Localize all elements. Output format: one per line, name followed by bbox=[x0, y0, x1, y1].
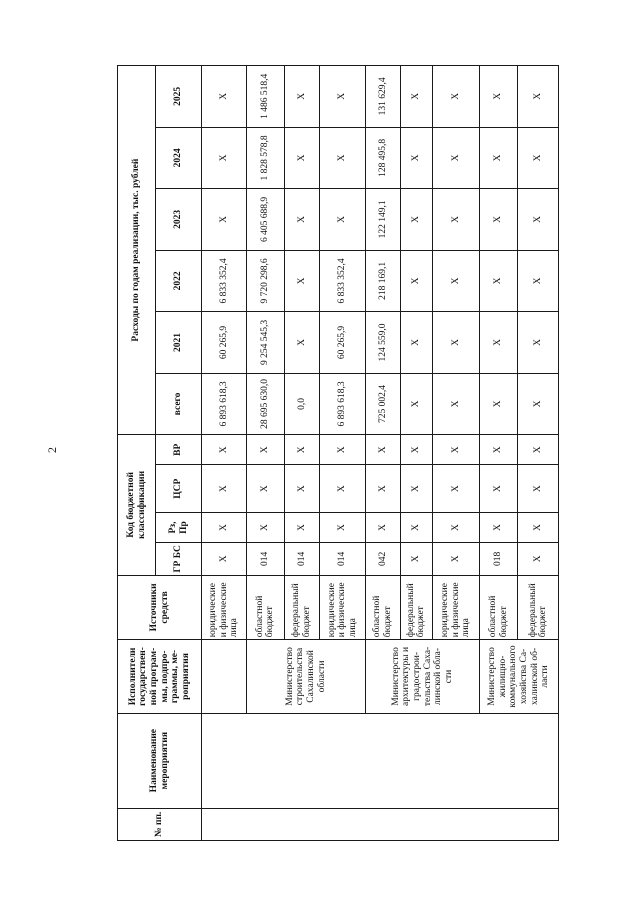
header-csr: ЦСР bbox=[156, 465, 202, 512]
cell-csr: X bbox=[246, 465, 285, 512]
cell-2021: X bbox=[285, 312, 319, 374]
cell-total: 6 893 618,3 bbox=[202, 373, 247, 435]
cell-total: X bbox=[433, 373, 480, 435]
cell-vr: X bbox=[285, 435, 319, 465]
cell-2024: X bbox=[285, 127, 319, 189]
cell-csr: X bbox=[319, 465, 366, 512]
cell-2021: 60 265,9 bbox=[202, 312, 247, 374]
cell-rz-pr: X bbox=[400, 512, 432, 542]
cell-vr: X bbox=[246, 435, 285, 465]
header-expenses: Расходы по годам реализации, тыс. рублей bbox=[118, 66, 156, 435]
cell-2023: 6 405 688,9 bbox=[246, 189, 285, 251]
cell-2023: X bbox=[202, 189, 247, 251]
cell-2022: X bbox=[400, 250, 432, 312]
header-gr-bs: ГР БС bbox=[156, 543, 202, 575]
cell-2024: X bbox=[319, 127, 366, 189]
table-container bbox=[117, 65, 559, 841]
rotated-table-area bbox=[117, 65, 559, 841]
cell-2021: X bbox=[479, 312, 518, 374]
cell-2025: 131 629,4 bbox=[366, 66, 400, 128]
cell-csr: X bbox=[518, 465, 559, 512]
cell-csr: X bbox=[285, 465, 319, 512]
cell-rz-pr: X bbox=[518, 512, 559, 542]
cell-2023: X bbox=[319, 189, 366, 251]
cell-executor: Министерство строительства Сахалинской области bbox=[246, 640, 366, 713]
cell-number bbox=[202, 808, 559, 840]
cell-vr: X bbox=[518, 435, 559, 465]
cell-2024: 1 828 578,8 bbox=[246, 127, 285, 189]
cell-gr-bs: 014 bbox=[319, 543, 366, 575]
cell-2025: X bbox=[479, 66, 518, 128]
cell-vr: X bbox=[366, 435, 400, 465]
cell-event-name bbox=[202, 713, 559, 808]
cell-2025: X bbox=[319, 66, 366, 128]
cell-total: 6 893 618,3 bbox=[319, 373, 366, 435]
page-number: 2 bbox=[45, 447, 59, 453]
cell-2021: 60 265,9 bbox=[319, 312, 366, 374]
cell-csr: X bbox=[400, 465, 432, 512]
table-row bbox=[202, 66, 247, 841]
cell-2024: X bbox=[518, 127, 559, 189]
cell-source: федеральный бюджет bbox=[400, 575, 432, 640]
header-year-2025: 2025 bbox=[156, 66, 202, 128]
cell-2023: X bbox=[518, 189, 559, 251]
cell-csr: X bbox=[479, 465, 518, 512]
header-budget-classification: Код бюджетной классификации bbox=[118, 435, 156, 575]
cell-source: федеральный бюджет bbox=[518, 575, 559, 640]
cell-gr-bs: 014 bbox=[246, 543, 285, 575]
cell-csr: X bbox=[433, 465, 480, 512]
cell-2024: X bbox=[479, 127, 518, 189]
cell-gr-bs: X bbox=[202, 543, 247, 575]
cell-rz-pr: X bbox=[366, 512, 400, 542]
cell-gr-bs: X bbox=[518, 543, 559, 575]
cell-source: областной бюджет bbox=[246, 575, 285, 640]
cell-2024: X bbox=[400, 127, 432, 189]
cell-2024: X bbox=[202, 127, 247, 189]
expenses-table bbox=[117, 65, 559, 841]
cell-vr: X bbox=[319, 435, 366, 465]
cell-executor: Министерство архитектуры и градострои-тельства Саха-линской обла-сти bbox=[366, 640, 480, 713]
header-sources: Источники средств bbox=[118, 575, 202, 640]
cell-2022: X bbox=[433, 250, 480, 312]
cell-vr: X bbox=[400, 435, 432, 465]
cell-vr: X bbox=[202, 435, 247, 465]
header-number: № пп. bbox=[118, 808, 202, 840]
cell-rz-pr: X bbox=[433, 512, 480, 542]
cell-csr: X bbox=[366, 465, 400, 512]
cell-vr: X bbox=[479, 435, 518, 465]
cell-2025: X bbox=[202, 66, 247, 128]
cell-2022: X bbox=[285, 250, 319, 312]
cell-2022: X bbox=[518, 250, 559, 312]
cell-executor: Министерство жилищно-коммунального хозяйства Са-халинской об-ласти bbox=[479, 640, 558, 713]
cell-2023: X bbox=[285, 189, 319, 251]
cell-2022: 218 169,1 bbox=[366, 250, 400, 312]
cell-2021: 124 559,0 bbox=[366, 312, 400, 374]
header-year-2021: 2021 bbox=[156, 312, 202, 374]
cell-gr-bs: 014 bbox=[285, 543, 319, 575]
cell-2022: X bbox=[479, 250, 518, 312]
cell-total: 0,0 bbox=[285, 373, 319, 435]
cell-gr-bs: X bbox=[433, 543, 480, 575]
cell-source: юридические и физические лица bbox=[433, 575, 480, 640]
cell-2023: X bbox=[479, 189, 518, 251]
cell-2022: 9 720 298,6 bbox=[246, 250, 285, 312]
cell-rz-pr: X bbox=[285, 512, 319, 542]
header-vr: ВР bbox=[156, 435, 202, 465]
header-event-name: Наименование мероприятия bbox=[118, 713, 202, 808]
cell-2021: 9 254 545,3 bbox=[246, 312, 285, 374]
cell-rz-pr: X bbox=[479, 512, 518, 542]
header-rz-pr: Рз, Пр bbox=[156, 512, 202, 542]
cell-2021: X bbox=[400, 312, 432, 374]
cell-source: юридические и физические лица bbox=[319, 575, 366, 640]
cell-2023: 122 149,1 bbox=[366, 189, 400, 251]
header-year-2022: 2022 bbox=[156, 250, 202, 312]
cell-source: юридические и физические лица bbox=[202, 575, 247, 640]
cell-2025: 1 486 518,4 bbox=[246, 66, 285, 128]
cell-total: X bbox=[479, 373, 518, 435]
cell-gr-bs: 018 bbox=[479, 543, 518, 575]
cell-rz-pr: X bbox=[246, 512, 285, 542]
header-year-2023: 2023 bbox=[156, 189, 202, 251]
cell-gr-bs: X bbox=[400, 543, 432, 575]
cell-2023: X bbox=[433, 189, 480, 251]
cell-source: областной бюджет bbox=[366, 575, 400, 640]
cell-2025: X bbox=[433, 66, 480, 128]
cell-total: X bbox=[400, 373, 432, 435]
cell-total: 28 695 630,0 bbox=[246, 373, 285, 435]
cell-2023: X bbox=[400, 189, 432, 251]
cell-rz-pr: X bbox=[319, 512, 366, 542]
cell-2021: X bbox=[433, 312, 480, 374]
header-executor: Исполнители государствен-ной програм-мы, подпро-граммы, ме-роприятия bbox=[118, 640, 202, 713]
header-year-2024: 2024 bbox=[156, 127, 202, 189]
cell-2024: 128 495,8 bbox=[366, 127, 400, 189]
cell-gr-bs: 042 bbox=[366, 543, 400, 575]
cell-csr: X bbox=[202, 465, 247, 512]
cell-vr: X bbox=[433, 435, 480, 465]
cell-2025: X bbox=[285, 66, 319, 128]
cell-rz-pr: X bbox=[202, 512, 247, 542]
cell-source: областной бюджет bbox=[479, 575, 518, 640]
cell-total: 725 002,4 bbox=[366, 373, 400, 435]
cell-2024: X bbox=[433, 127, 480, 189]
cell-source: федеральный бюджет bbox=[285, 575, 319, 640]
cell-2021: X bbox=[518, 312, 559, 374]
cell-2025: X bbox=[518, 66, 559, 128]
cell-total: X bbox=[518, 373, 559, 435]
cell-2022: 6 833 352,4 bbox=[202, 250, 247, 312]
cell-executor bbox=[202, 640, 247, 713]
header-total: всего bbox=[156, 373, 202, 435]
cell-2022: 6 833 352,4 bbox=[319, 250, 366, 312]
cell-2025: X bbox=[400, 66, 432, 128]
